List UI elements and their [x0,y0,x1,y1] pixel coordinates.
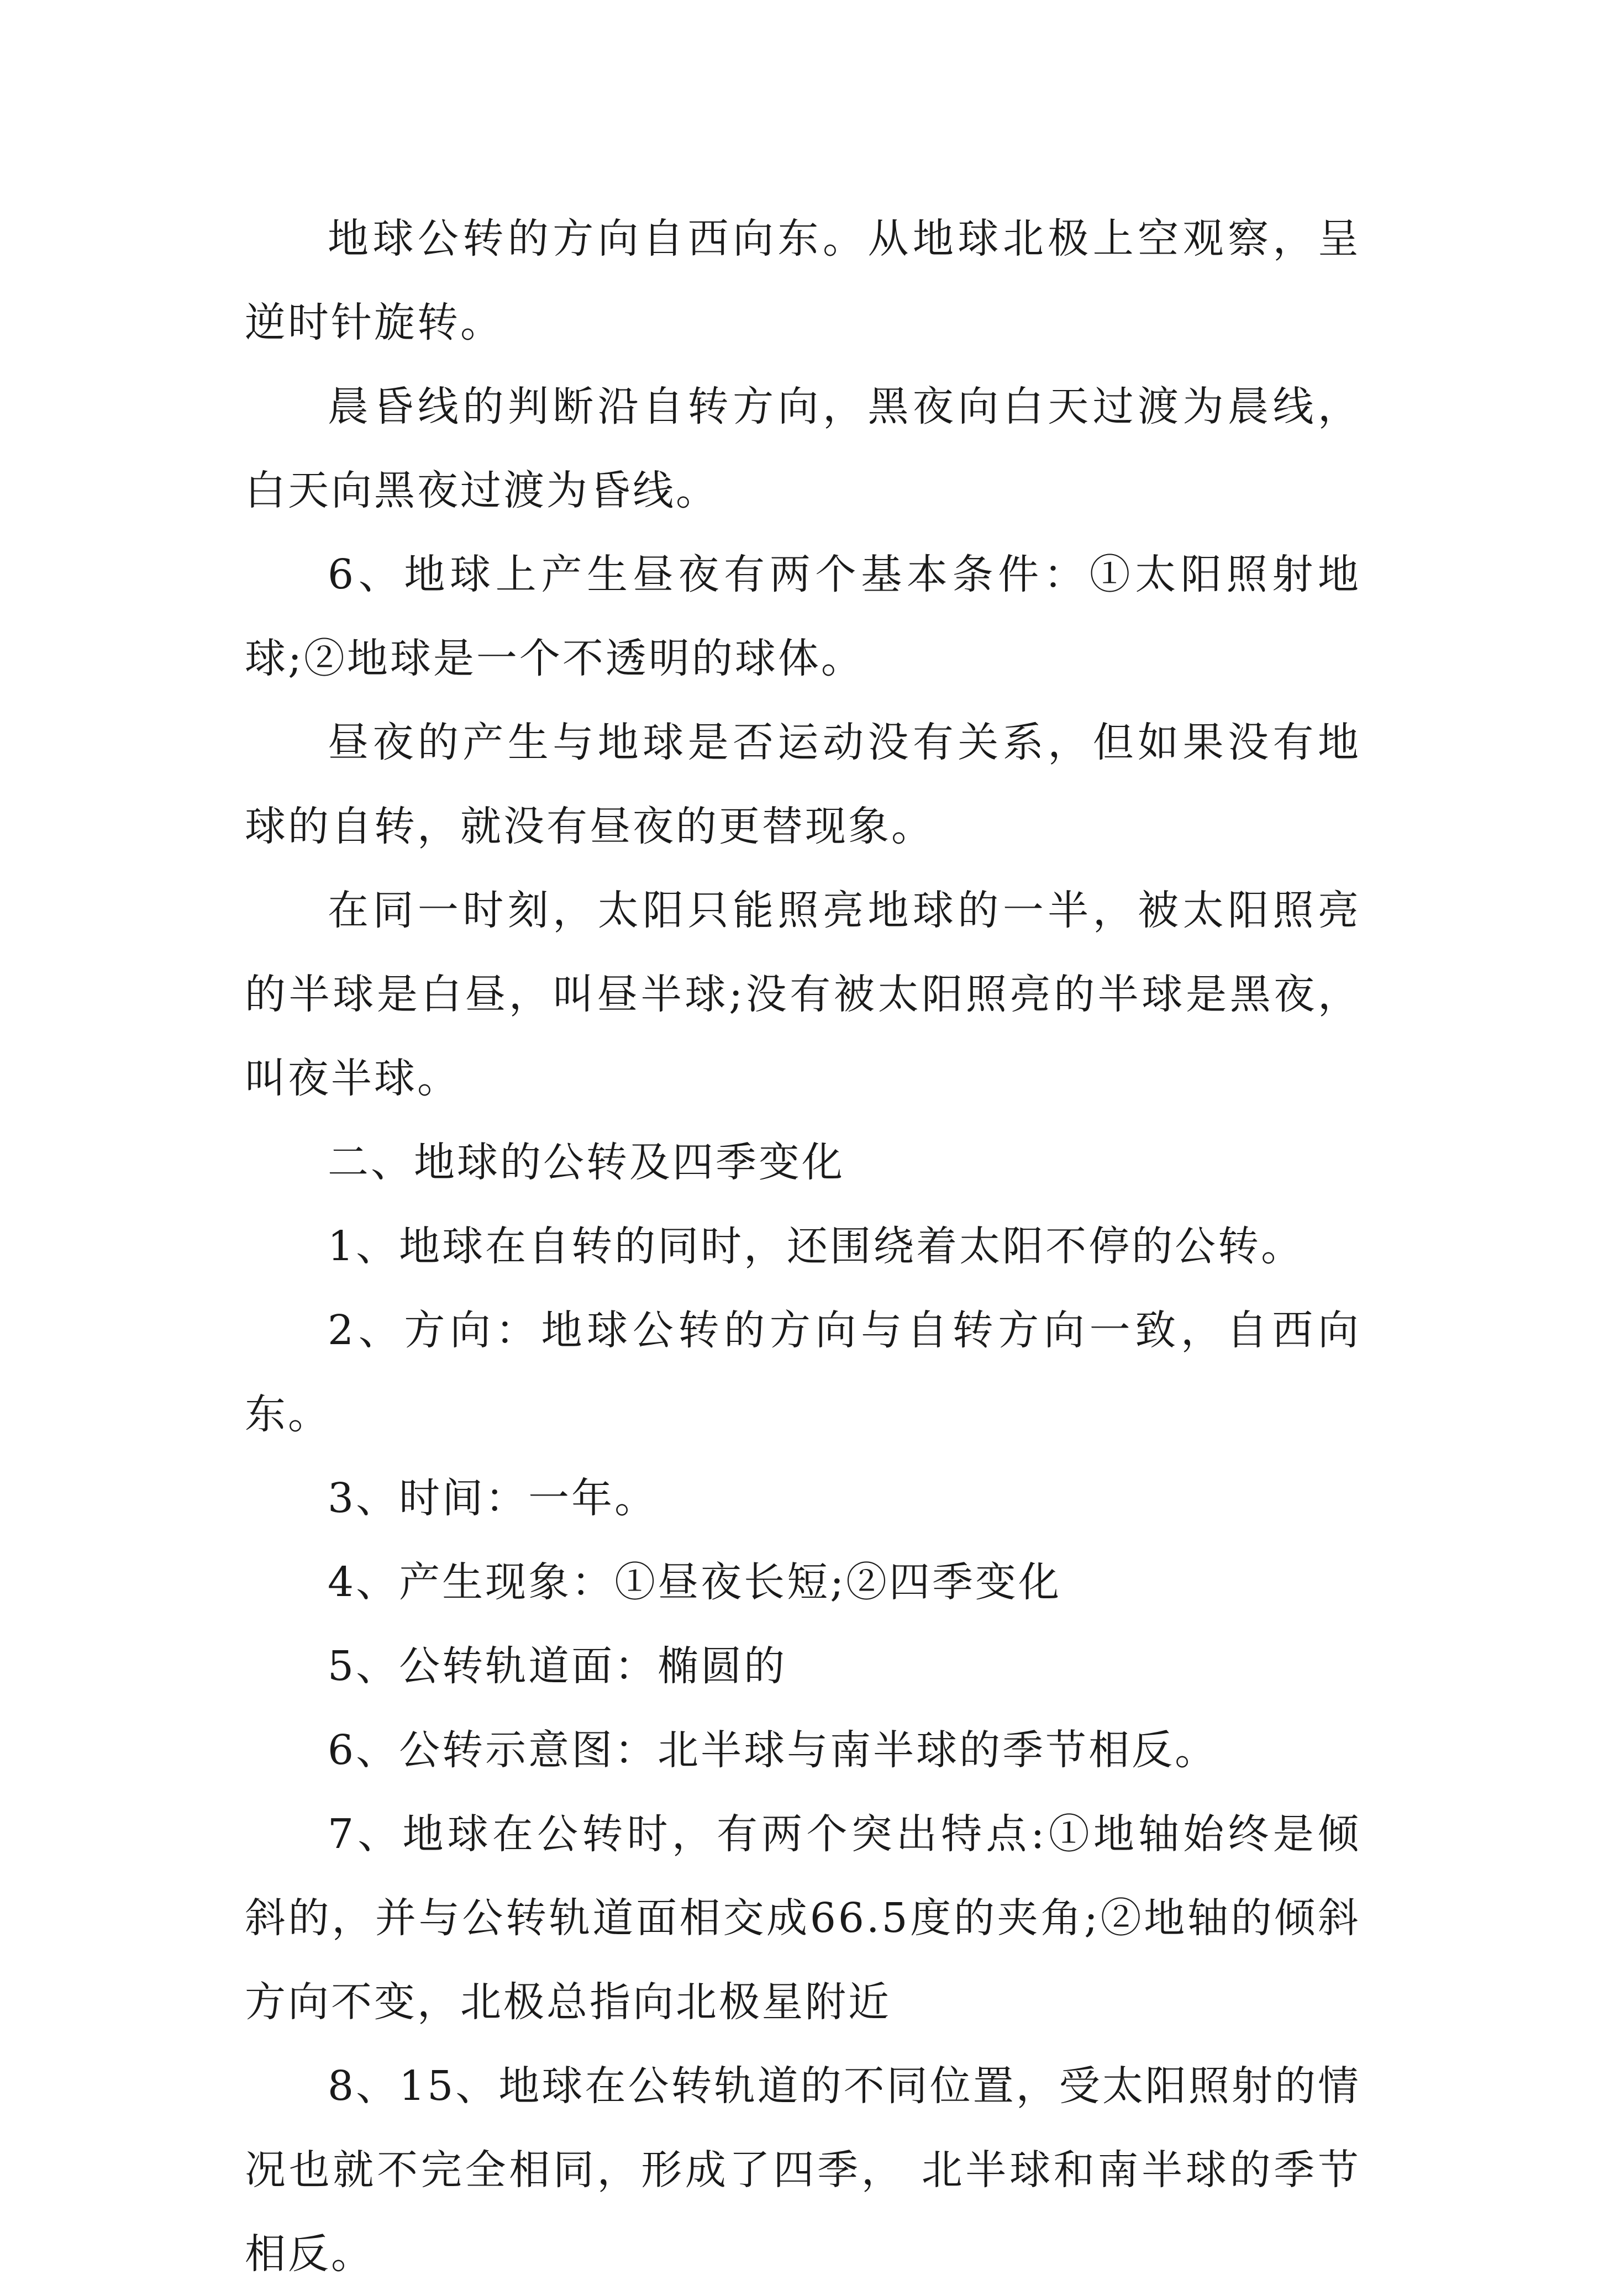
paragraph-day-night-conditions: 6、地球上产生昼夜有两个基本条件：①太阳照射地球;②地球是一个不透明的球体。 [245,551,1361,682]
paragraph-day-night-hemisphere: 在同一时刻，太阳只能照亮地球的一半，被太阳照亮的半球是白昼，叫昼半球;没有被太阳照亮的半球是黑夜，叫夜半球。 [245,887,1361,1102]
list-item-8: 8、15、地球在公转轨道的不同位置，受太阳照射的情况也就不完全相同，形成了四季， 北半球和南半球的季节相反。 [245,2062,1361,2278]
list-item-7: 7、地球在公转时，有两个突出特点:①地轴始终是倾斜的，并与公转轨道面相交成66.5度的夹角;②地轴的倾斜方向不变，北极总指向北极星附近 [245,1810,1361,2026]
list-item-1: 1、地球在自转的同时，还围绕着太阳不停的公转。 [328,1223,1305,1270]
paragraph-day-night-alternation: 昼夜的产生与地球是否运动没有关系，但如果没有地球的自转，就没有昼夜的更替现象。 [245,719,1361,850]
document-body [245,197,1361,2296]
list-item-2: 2、方向：地球公转的方向与自转方向一致，自西向东。 [245,1307,1361,1438]
list-item-3: 3、时间：一年。 [328,1475,658,1522]
list-item-6: 6、公转示意图：北半球与南半球的季节相反。 [328,1726,1218,1774]
list-item-4: 4、产生现象：①昼夜长短;②四季变化 [328,1558,1062,1606]
paragraph-revolution-direction: 地球公转的方向自西向东。从地球北极上空观察，呈逆时针旋转。 [245,215,1361,346]
paragraph-terminator-line: 晨昏线的判断沿自转方向，黑夜向白天过渡为晨线，白天向黑夜过渡为昏线。 [245,383,1361,514]
section-heading-revolution-seasons: 二、地球的公转及四季变化 [328,1139,845,1186]
list-item-5: 5、公转轨道面：椭圆的 [328,1642,787,1690]
